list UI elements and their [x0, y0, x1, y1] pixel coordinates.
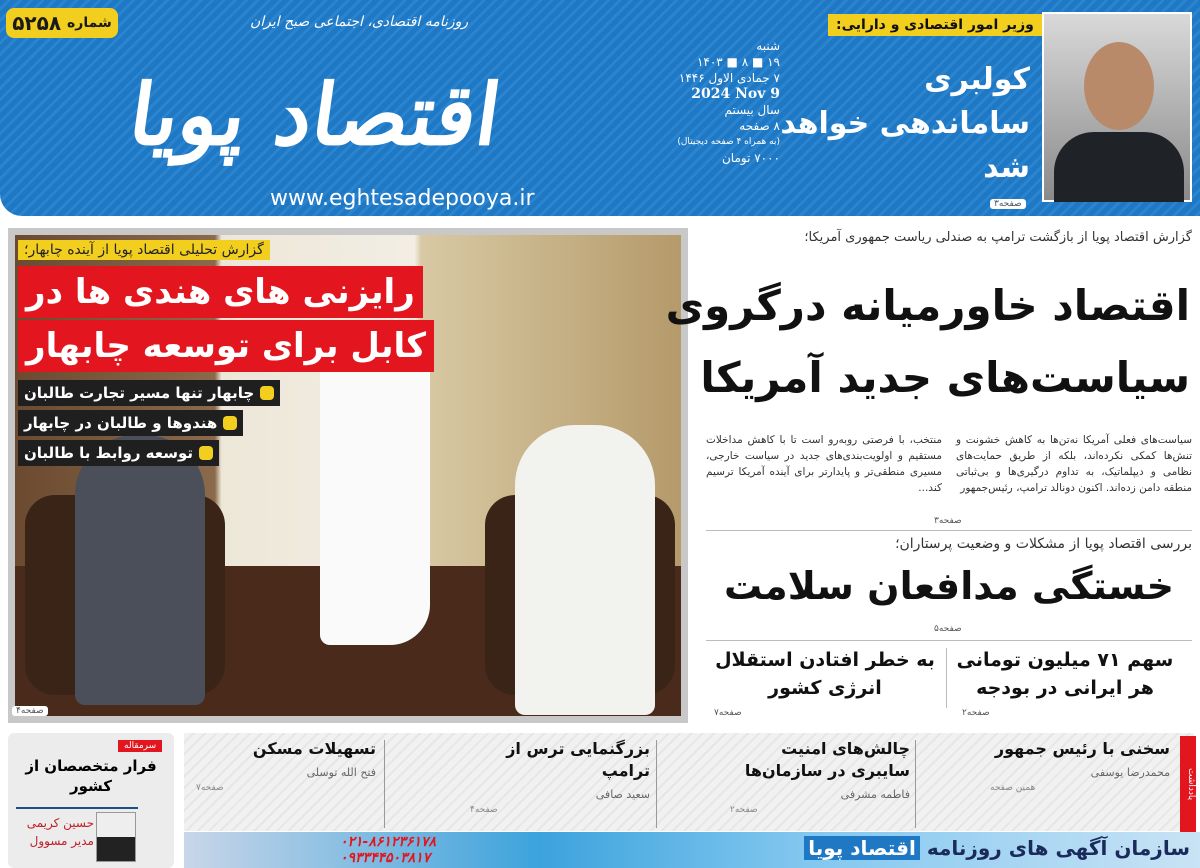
- page-count: ۸ صفحه: [739, 119, 780, 133]
- ad-title: سازمان آگهی های روزنامه: [926, 836, 1190, 860]
- small-story-headline[interactable]: سهم ۷۱ میلیون تومانی هر ایرانی در بودجه: [956, 649, 1174, 699]
- page-ref: صفحه۴: [12, 706, 48, 716]
- note-author: فتح الله توسلی: [306, 766, 376, 779]
- feature-bullet: [18, 410, 243, 436]
- page-ref: صفحه۳: [990, 199, 1026, 209]
- lead-body-col2: منتخب، با فرصتی روبه‌رو است تا با کاهش مداخلات مستقیم و اولویت‌بندی‌های جدید در سیاست خارجی، مسیری منطقی‌تر و پایدارتر برای آینده آمریکا ترسیم کند...: [706, 434, 942, 494]
- page-ref: صفحه۷: [710, 708, 746, 718]
- note-author: محمدرضا یوسفی: [1090, 766, 1170, 779]
- newspaper-logo: اقتصاد پویا: [123, 65, 507, 164]
- bullet-icon: [223, 416, 237, 430]
- tagline: روزنامه اقتصادی، اجتماعی صبح ایران: [250, 14, 469, 30]
- issue-number: ۵۲۵۸: [12, 11, 62, 35]
- flag: [320, 365, 430, 645]
- page-ref: صفحه۲: [958, 708, 994, 718]
- lead-body-col1: سیاست‌های فعلی آمریکا نه‌تن‌ها به کاهش خشونت و تنش‌ها کمکی نکرده‌اند، بلکه از طریق حمایت‌های نظامی و دیپلماتیک، به تداوم درگیری‌ها و بی‌ثباتی منطقه دامن زده‌اند. اکنون دونالد ترامپ، رئیس‌جمهور: [956, 434, 1192, 494]
- gregorian-date: 2024 Nov 9: [691, 86, 780, 102]
- phone-2: ۰۹۳۳۴۴۵۰۳۸۱۷: [340, 850, 431, 866]
- issue-label: شماره: [67, 15, 112, 31]
- page-ref: صفحه۵: [930, 624, 966, 634]
- divider: [706, 640, 1192, 641]
- bullet-icon: [199, 446, 213, 460]
- small-story-headline[interactable]: به خطر افتادن استقلال انرژی کشور: [715, 649, 935, 699]
- page-ref: صفحه۲: [730, 805, 758, 815]
- bullet-text: توسعه روابط با طالبان: [24, 444, 194, 462]
- note-title: سخنی با رئیس جمهور: [994, 739, 1170, 758]
- digital-pages: (به همراه ۴ صفحه دیجیتال): [677, 137, 780, 147]
- page-ref: صفحه۴: [470, 805, 498, 815]
- lead-headline-line2[interactable]: سیاست‌های جدید آمریکا: [700, 353, 1190, 402]
- note-author: سعید صافی: [595, 788, 650, 801]
- note-author: فاطمه مشرفی: [840, 788, 910, 801]
- divider: [915, 740, 916, 828]
- divider: [384, 740, 385, 828]
- note-item[interactable]: [730, 738, 910, 815]
- feature-headline-line2[interactable]: کابل برای توسعه چابهار: [18, 320, 434, 372]
- website-url[interactable]: www.eghtesadepooya.ir: [270, 186, 535, 211]
- note-title: تسهیلات مسکن: [252, 739, 376, 758]
- lead-kicker: گزارش اقتصاد پویا از بازگشت ترامپ به صندلی ریاست جمهوری آمریکا؛: [804, 230, 1192, 245]
- feature-bullet: [18, 440, 219, 466]
- page-ref: صفحه۳: [930, 516, 966, 526]
- ad-phones: [340, 834, 436, 866]
- bullet-text: چابهار تنها مسیر تجارت طالبان: [24, 384, 255, 402]
- editorial-headline[interactable]: فرار متخصصان از کشور: [25, 757, 157, 795]
- note-title: بزرگنمایی ترس از ترامپ: [506, 739, 650, 780]
- author-name: حسین کریمی: [26, 816, 94, 830]
- note-item[interactable]: [990, 738, 1170, 793]
- page-ref: همین صفحه: [990, 783, 1036, 793]
- dateline: [620, 38, 780, 166]
- top-story-kicker: وزیر امور اقتصادی و دارایی:: [828, 14, 1042, 36]
- page-ref: صفحه۷: [196, 783, 224, 793]
- bullet-icon: [260, 386, 274, 400]
- editorial-tag: سرمقاله: [118, 740, 162, 752]
- solar-date: ۱۹ ■ ۸ ■ ۱۴۰۳: [696, 55, 780, 69]
- second-kicker: بررسی اقتصاد پویا از مشکلات و وضعیت پرستاران؛: [895, 536, 1192, 552]
- note-item[interactable]: [470, 738, 650, 815]
- feature-kicker: گزارش تحلیلی اقتصاد پویا از آینده چابهار؛: [18, 240, 270, 260]
- ad-brand: اقتصاد پویا: [804, 836, 920, 860]
- lunar-date: ۷ جمادی الاول ۱۴۴۶: [678, 71, 780, 85]
- note-item[interactable]: [196, 738, 376, 793]
- author-role: مدیر مسوول: [29, 834, 94, 848]
- divider: [656, 740, 657, 828]
- weekday: شنبه: [756, 39, 780, 53]
- lead-headline-line1[interactable]: اقتصاد خاورمیانه درگروی: [665, 281, 1190, 330]
- divider: [16, 807, 138, 809]
- divider: [706, 530, 1192, 531]
- bullet-text: هندوها و طالبان در چابهار: [24, 414, 218, 432]
- issue-badge: [6, 8, 118, 38]
- phone-1: ۰۲۱-۸۶۱۲۳۶۱۷۸: [340, 834, 437, 850]
- notes-tag: یادداشت: [1180, 736, 1196, 832]
- divider: [946, 648, 947, 708]
- feature-bullet: [18, 380, 280, 406]
- editorial-author: [16, 814, 94, 850]
- volume-year: سال بیستم: [724, 103, 780, 117]
- second-headline[interactable]: خستگی مدافعان سلامت: [723, 564, 1175, 608]
- author-photo: [96, 812, 136, 862]
- top-story-headline[interactable]: کولبری ساماندهی خواهد شد: [780, 62, 1030, 185]
- ad-text: [700, 836, 1190, 860]
- note-title: چالش‌های امنیت سایبری در سازمان‌ها: [744, 739, 910, 780]
- price: ۷۰۰۰ تومان: [721, 151, 780, 165]
- feature-headline-line1[interactable]: رایزنی های هندی ها در: [18, 266, 423, 318]
- minister-photo: [1042, 12, 1192, 202]
